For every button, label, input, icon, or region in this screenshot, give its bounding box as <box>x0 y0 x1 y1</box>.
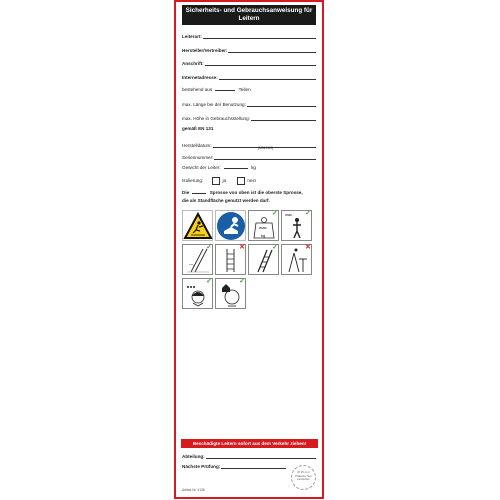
isolierung-nein-checkbox[interactable] <box>237 177 245 185</box>
herstelldatum-field[interactable]: Herstelldatum: <box>182 141 316 148</box>
max-load-max-text: max. <box>259 225 268 230</box>
person-standing-icon <box>281 210 312 241</box>
bestehend-row: bestehend aus Teilen <box>182 87 251 92</box>
sprosse-line1: Die Sprosse von oben ist die oberste Sprosse, <box>182 190 303 195</box>
ladder-side-step-icon <box>215 244 246 275</box>
electrical-hazard-icon <box>182 278 213 309</box>
anschrift-field[interactable]: Anschrift: <box>182 59 316 66</box>
pruefung-field[interactable]: Nächste Prüfung: <box>182 462 286 469</box>
sprosse-line2: die als Standfläche genutzt werden darf. <box>182 198 270 203</box>
max-hoehe-field[interactable]: max. Höhe in Gebrauchsstellung: <box>182 114 316 121</box>
cross-icon: ✕ <box>305 244 311 251</box>
isolierung-ja-checkbox[interactable] <box>212 177 220 185</box>
check-icon: ✓ <box>272 244 278 251</box>
read-manual-icon <box>215 210 246 241</box>
max-load-kg-text: kg <box>261 233 266 238</box>
check-icon: ✓ <box>239 278 245 285</box>
check-icon: ✓ <box>206 244 212 251</box>
isolierung-row: Isolierung: ja nein <box>182 178 257 184</box>
internet-field[interactable]: Internetadresse: <box>182 73 316 80</box>
ladder-top-icon <box>248 244 279 275</box>
seriennummer-field[interactable]: Seriennummer: <box>182 153 316 160</box>
cross-icon: ✕ <box>239 244 245 251</box>
max-laenge-field[interactable]: max. Länge bei der Benutzung: <box>182 100 316 107</box>
inspection-sticker-placeholder: Ø 15 mm Plakette hier einkleben <box>291 465 316 490</box>
leaning-angle-icon <box>182 244 213 275</box>
damaged-ladder-warning: Beschädigte Leitern sofort aus dem Verkehr ziehen! <box>181 439 318 448</box>
abteilung-field[interactable]: Abteilung: <box>182 452 316 459</box>
norm-label: gemäß EN 131 <box>182 126 214 131</box>
hersteller-field[interactable]: Hersteller/Vertreiber: <box>182 46 316 53</box>
max-load-icon <box>248 210 279 241</box>
indoor-use-icon <box>215 278 246 309</box>
leiterart-field[interactable]: Leiterart: <box>182 32 316 39</box>
label-title: Sicherheits- und Gebrauchsanweisung für Leitern <box>182 5 316 25</box>
herstelldatum-hint: (MM/JJJJ) <box>258 146 274 150</box>
check-icon: ✓ <box>206 278 212 285</box>
person-max-text: max. <box>285 213 293 217</box>
article-number: Artikel-Nr. 4138 <box>182 488 205 492</box>
warning-fall-icon <box>182 210 213 241</box>
ladder-reaching-icon <box>281 244 312 275</box>
check-icon: ✓ <box>272 210 278 217</box>
ladder-safety-label <box>174 0 324 499</box>
check-icon: ✓ <box>305 210 311 217</box>
gewicht-row: Gewicht der Leiter: kg <box>182 165 256 170</box>
